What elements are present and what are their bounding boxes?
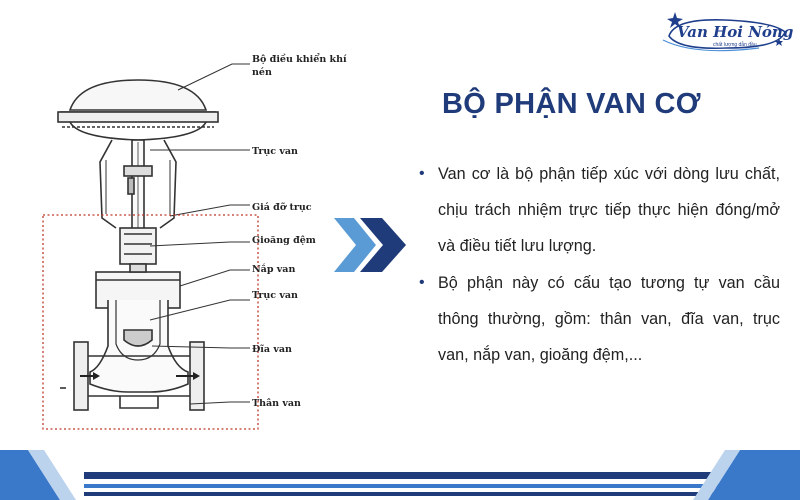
label-body: Thân van (252, 398, 301, 409)
label-stem-bracket: Giá đỡ trục (252, 202, 312, 213)
page-title: BỘ PHẬN VAN CƠ (442, 88, 701, 120)
label-actuator-2: nén (252, 67, 272, 78)
label-bonnet: Nắp van (252, 264, 296, 275)
logo-text: Van Hoi Nóng (677, 23, 794, 41)
valve-diagram (0, 0, 347, 450)
bullet-list (418, 156, 780, 374)
actuator-flange (58, 112, 218, 122)
chevron-right-icon (330, 210, 410, 280)
label-stem: Trục van (252, 290, 298, 301)
list-item: • Van cơ là bộ phận tiếp xúc với dòng lưu chất, chịu trách nhiệm trực tiếp thực hiện đóng/mở và điều tiết lưu lượng. (418, 156, 780, 264)
actuator-lower (70, 122, 206, 140)
brand-logo (655, 8, 795, 58)
label-gasket: Gioăng đệm (252, 235, 316, 246)
footer-decoration (0, 450, 800, 500)
label-disc: Đĩa van (252, 344, 292, 355)
logo-tagline: chất lượng dẫn đầu (713, 42, 757, 48)
label-stem-top: Trục van (252, 146, 298, 157)
actuator-dome (70, 80, 206, 110)
label-actuator: Bộ điều khiển khí (252, 54, 347, 65)
list-item: • Bộ phận này có cấu tạo tương tự van cầu thông thường, gồm: thân van, đĩa van, trục van, nắp van, gioăng đệm,... (418, 265, 780, 373)
